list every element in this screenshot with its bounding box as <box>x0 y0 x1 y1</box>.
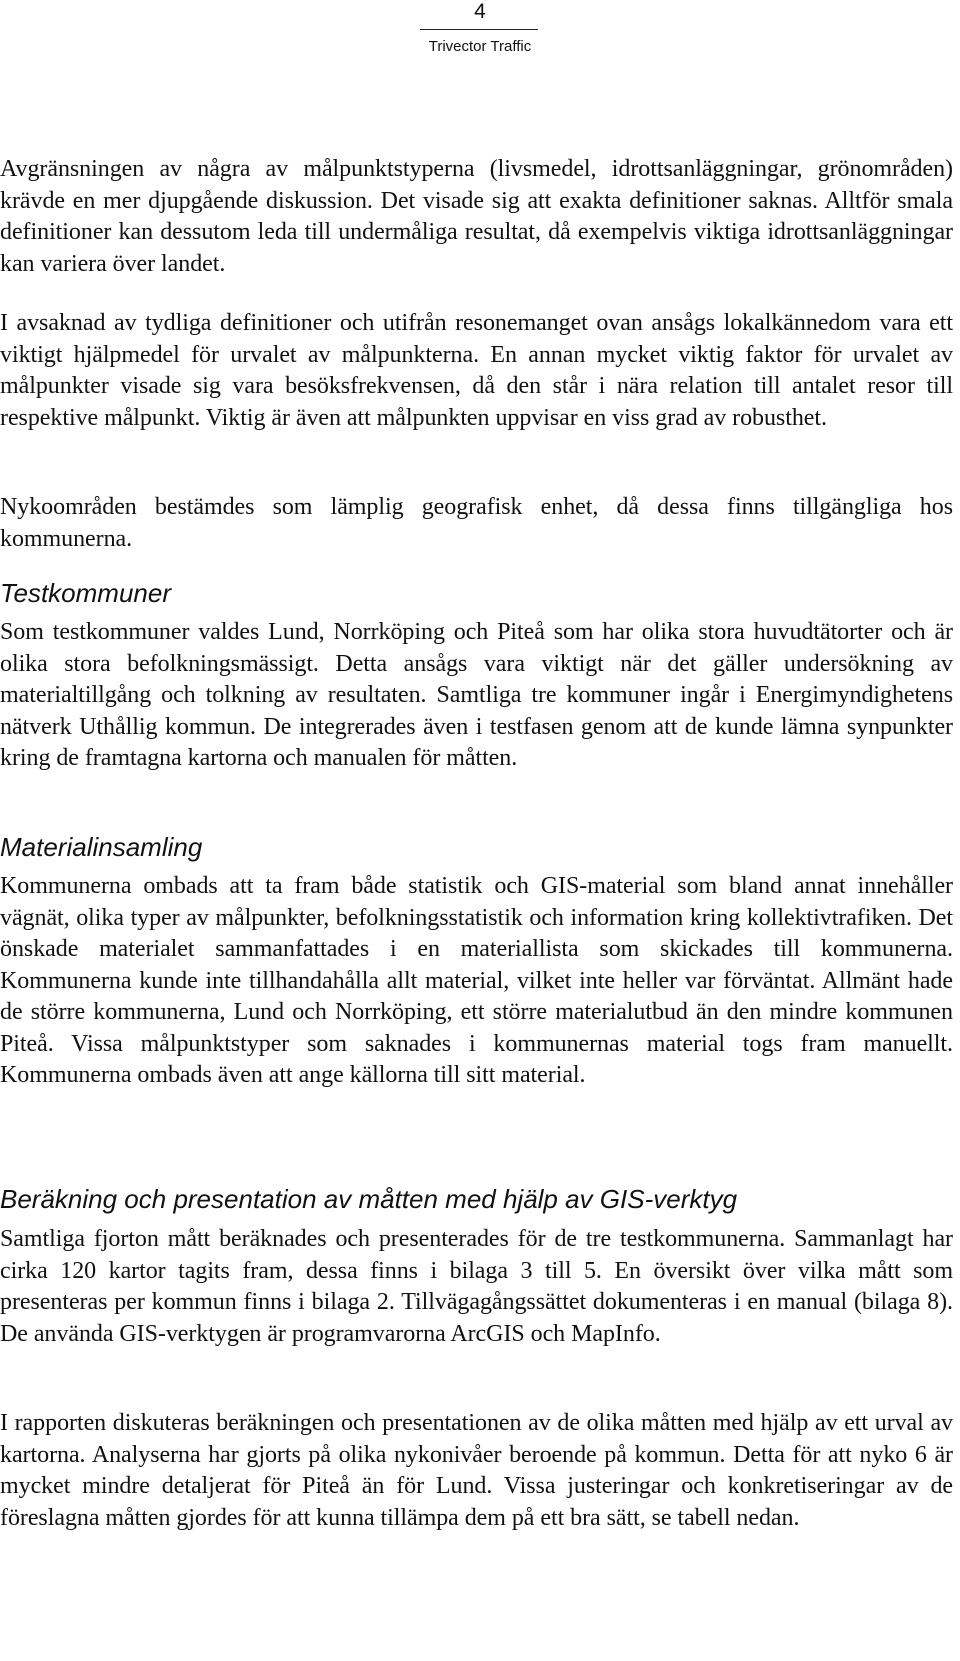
paragraph-malpunkt-definitions: Avgränsningen av några av målpunktstyperna (livsmedel, idrottsanläggningar, grönområden) krävde en mer djupgående diskussion. Det visade sig att exakta definitioner saknas. Alltför smala definitioner kan dessutom leda till undermåliga resultat, då exempelvis viktiga idrottsanläggningar kan variera över landet. <box>0 156 953 277</box>
paragraph-testkommuner: Som testkommuner valdes Lund, Norrköping och Piteå som har olika stora huvudtätorter och är olika stora befolkningsmässigt. Detta ansågs vara viktigt när det gäller undersökning av materialtillgång och tolkning av resultaten. Samtliga tre kommuner ingår i Energimyndighetens nätverk Uthållig kommun. De integrerades även i testfasen genom att de kunde lämna synpunkter kring de framtagna kartorna och manualen för måtten. <box>0 619 953 771</box>
page-number: 4 <box>474 0 486 23</box>
heading-testkommuner: Testkommuner <box>0 578 171 608</box>
paragraph-rapporten: I rapporten diskuteras beräkningen och presentationen av de olika måtten med hjälp av ett urval av kartorna. Analyserna har gjorts på olika nykonivåer beroende på kommun. Detta för att nyko 6 är mycket mindre detaljerat för Piteå än för Lund. Vissa justeringar och konkretiseringar av de föreslagna måtten gjordes för att kunna tillämpa dem på ett bra sätt, se tabell nedan. <box>0 1410 953 1531</box>
heading-materialinsamling: Materialinsamling <box>0 832 203 862</box>
page-header <box>0 0 960 60</box>
paragraph-nykoomraden: Nykoområden bestämdes som lämplig geografisk enhet, då dessa finns tillgängliga hos kommunerna. <box>0 494 953 552</box>
header-rule <box>420 29 538 30</box>
heading-berakning-gis: Beräkning och presentation av måtten med hjälp av GIS-verktyg <box>0 1184 738 1214</box>
paragraph-materialinsamling: Kommunerna ombads att ta fram både statistik och GIS-material som bland annat innehåller vägnät, olika typer av målpunkter, befolkningsstatistik och information kring kollektivtrafiken. Det önskade materialet sammanfattades i en materiallista som skickades till kommunerna. Kommunerna kunde inte tillhandahålla allt material, vilket inte heller var förväntat. Allmänt hade de större kommunerna, Lund och Norrköping, ett större materialutbud än den mindre kommunen Piteå. Vissa målpunktstyper som saknades i kommunernas material togs fram manuellt. Kommunerna ombads även att ange källorna till sitt material. <box>0 873 953 1088</box>
paragraph-lokalkannedom: I avsaknad av tydliga definitioner och utifrån resonemanget ovan ansågs lokalkännedom vara ett viktigt hjälpmedel för urvalet av målpunkterna. En annan mycket viktig faktor för urvalet av målpunkter visade sig vara besöksfrekvensen, då den står i nära relation till antalet resor till respektive målpunkt. Viktig är även att målpunkten uppvisar en viss grad av robusthet. <box>0 310 953 431</box>
paragraph-berakning: Samtliga fjorton mått beräknades och presenterades för de tre testkommunerna. Sammanlagt har cirka 120 kartor tagits fram, dessa finns i bilaga 3 till 5. En översikt över vilka mått som presenteras per kommun finns i bilaga 2. Tillvägagångssättet dokumenteras i en manual (bilaga 8). De använda GIS-verktygen är programvarorna ArcGIS och MapInfo. <box>0 1226 953 1347</box>
running-title: Trivector Traffic <box>428 38 532 55</box>
